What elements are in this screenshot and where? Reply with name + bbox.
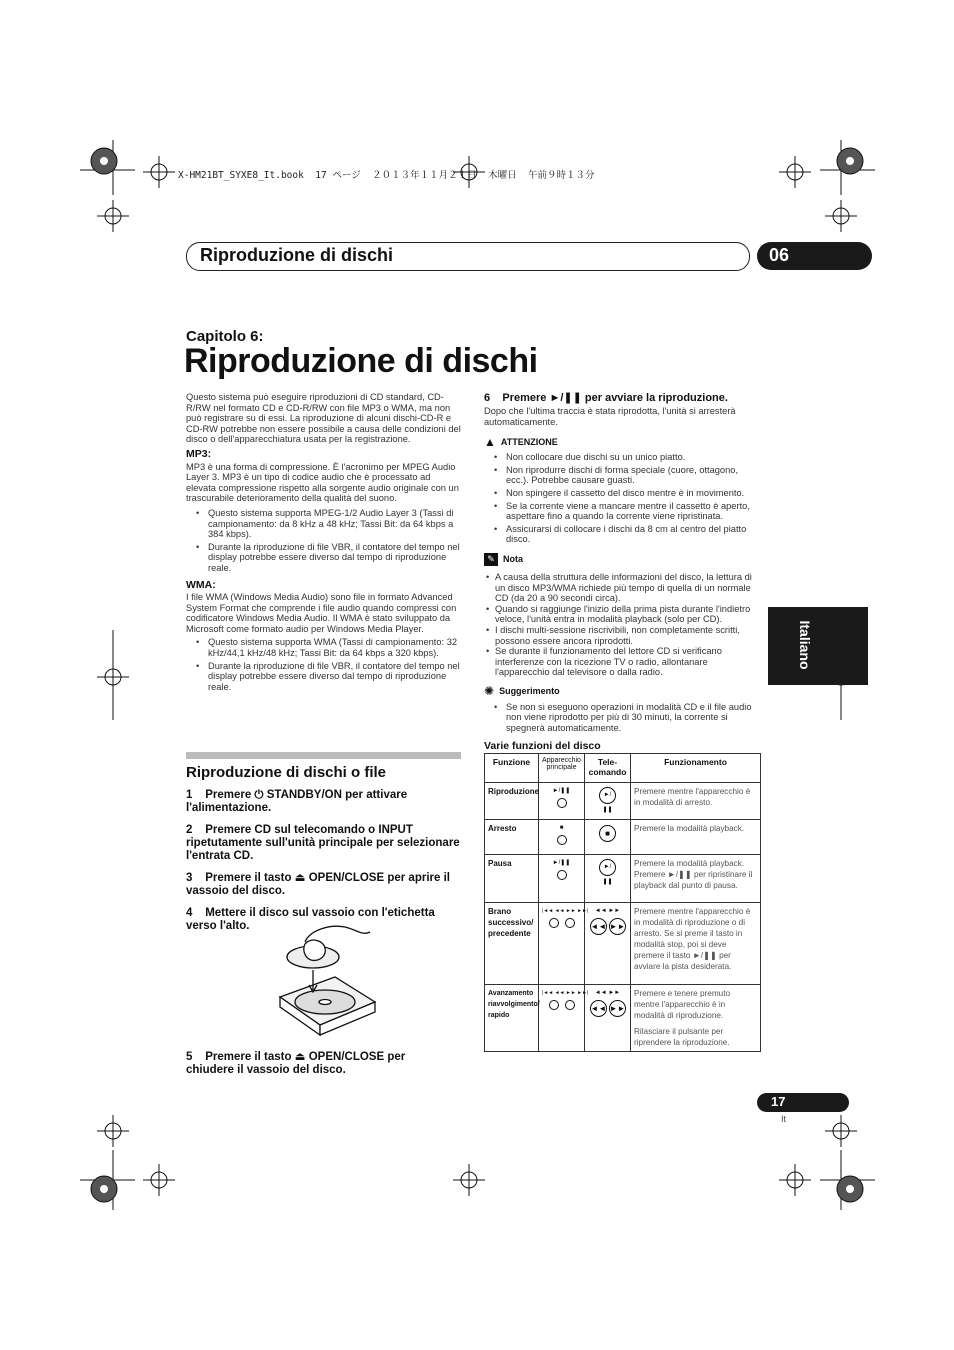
column-header: Tele-comando bbox=[585, 753, 631, 782]
table-row bbox=[485, 819, 761, 854]
tip-icon: ✺ bbox=[484, 683, 495, 698]
main-unit-control: |◄◄ ◄◄ ►► ►►| bbox=[539, 984, 585, 1051]
function-name: Avanzamento riavvolgimento/ rapido bbox=[485, 984, 539, 1051]
list-item: • Assicurarsi di collocare i dischi da 8 cm al centro del piatto disco. bbox=[484, 524, 759, 545]
list-item: • Non collocare due dischi su un unico piatto. bbox=[484, 452, 759, 463]
column-header: Funzione bbox=[485, 753, 539, 782]
fast-forward-button-icon: ►► bbox=[609, 1000, 626, 1017]
section-heading: Riproduzione di dischi o file bbox=[186, 764, 387, 781]
page-number-badge bbox=[757, 1093, 849, 1112]
list-item: • Se non si eseguono operazioni in modalità CD e il file audio non viene riprodotto per più di 30 minuti, la corrente si spegnerà automaticamente. bbox=[484, 702, 759, 734]
rewind-button-icon: ◄◄ bbox=[590, 1000, 607, 1017]
step-4: 4 Mettere il disco sul vassoio con l'etichetta verso l'alto. bbox=[186, 907, 435, 932]
step-6: 6 Premere ►/❚❚ per avviare la riproduzione. bbox=[484, 392, 728, 404]
knob-icon bbox=[557, 835, 567, 845]
nota-heading bbox=[484, 553, 759, 566]
power-icon: ⏻ bbox=[254, 789, 264, 801]
knob-icon bbox=[549, 918, 559, 928]
operation: Premere la modalità playback. bbox=[631, 819, 761, 854]
wma-heading: WMA: bbox=[186, 578, 216, 591]
knob-icon bbox=[557, 870, 567, 880]
previous-button-icon: ◄◄ bbox=[590, 918, 607, 935]
eject-icon: ⏏ bbox=[294, 1051, 306, 1063]
right-column bbox=[484, 392, 759, 1052]
table-row bbox=[485, 782, 761, 819]
table-row bbox=[485, 984, 761, 1051]
wma-bullets bbox=[186, 637, 461, 692]
list-item: • A causa della struttura delle informazioni del disco, la lettura di un disco MP3/WMA richiede più tempo di quella di un normale CD (da 20 a 90 secondi circa). bbox=[484, 572, 759, 604]
stop-button-icon: ■ bbox=[599, 825, 616, 842]
column-header: Apparecchio principale bbox=[539, 753, 585, 782]
list-item: • Se durante il funzionamento del lettore CD si verificano interferenze con la ricezione TV o radio, allontanare l'apparecchio dal televisore o dalla radio. bbox=[484, 646, 759, 678]
main-unit-control: ►/❚❚ bbox=[539, 854, 585, 902]
step-3: 3 Premere il tasto ⏏ OPEN/CLOSE per aprire il vassoio del disco. bbox=[186, 872, 450, 897]
function-name: Arresto bbox=[485, 819, 539, 854]
function-name: Brano successivo/ precedente bbox=[485, 902, 539, 984]
warning-icon: ▲ bbox=[484, 435, 496, 450]
operation: Premere la modalità playback. Premere ►/❚❚ per ripristinare il playback dal punto di pausa. bbox=[631, 854, 761, 902]
disc-functions-table bbox=[484, 753, 761, 1052]
suggerimento-label: Suggerimento bbox=[499, 685, 560, 696]
knob-icon bbox=[565, 918, 575, 928]
play-pause-button-icon: ►/❚❚ bbox=[599, 787, 616, 804]
list-item: • I dischi multi-sessione riscrivibili, non completamente scritti, possono essere ancora riprodotti. bbox=[484, 625, 759, 646]
remote-control bbox=[585, 854, 631, 902]
column-header: Funzionamento bbox=[631, 753, 761, 782]
wma-text: I file WMA (Windows Media Audio) sono file in formato Advanced System Format che comprende i file audio quando compressi con codificatore Windows Media Audio. Il WMA è stato sviluppato da Microsoft come formato audio per Windows Media Player. bbox=[186, 592, 457, 634]
remote-control bbox=[585, 819, 631, 854]
mp3-heading: MP3: bbox=[186, 447, 212, 460]
step-2: 2 Premere CD sul telecomando o INPUT ripetutamente sull'unità principale per selezionare l'entrata CD. bbox=[186, 824, 460, 862]
attenzione-heading bbox=[484, 436, 759, 448]
chapter-label: Capitolo 6: bbox=[186, 328, 264, 345]
table-title: Varie funzioni del disco bbox=[484, 739, 601, 752]
list-item: • Se la corrente viene a mancare mentre il cassetto è aperto, aspettare fino a quando la corrente viene ripristinata. bbox=[484, 501, 759, 522]
step-6-text: Dopo che l'ultima traccia è stata riprodotta, l'unità si arresterà automaticamente. bbox=[484, 406, 736, 427]
list-item: • Non riprodurre dischi di forma speciale (cuore, ottagono, ecc.). Potrebbe causare guasti. bbox=[484, 465, 759, 486]
nota-label: Nota bbox=[503, 554, 523, 565]
list-item: • Durante la riproduzione di file VBR, il contatore del tempo nel display potrebbe essere diverso dal tempo di riproduzione reale. bbox=[186, 542, 461, 574]
operation: Premere mentre l'apparecchio è in modalità di riproduzione o di arresto. Se si preme il tasto in modalità stop, poi si deve premere il tasto ►/❚❚ per avviare la pista desiderata. bbox=[631, 902, 761, 984]
function-name: Riproduzione bbox=[485, 782, 539, 819]
list-item: • Non spingere il cassetto del disco mentre è in movimento. bbox=[484, 488, 759, 499]
main-unit-control: ►/❚❚ bbox=[539, 782, 585, 819]
note-icon: ✎ bbox=[484, 553, 498, 566]
suggerimento-heading bbox=[484, 685, 759, 697]
step-1: 1 Premere ⏻ STANDBY/ON per attivare l'alimentazione. bbox=[186, 789, 408, 814]
suggerimento-bullets bbox=[484, 702, 759, 734]
steps-list bbox=[186, 789, 464, 933]
mp3-bullets bbox=[186, 508, 461, 574]
chapter-number-badge bbox=[757, 242, 872, 270]
nota-bullets bbox=[484, 572, 759, 678]
remote-control: ◄◄ ►► ◄◄ ►► bbox=[585, 984, 631, 1051]
section-header-title: Riproduzione di dischi bbox=[200, 245, 393, 265]
attenzione-label: ATTENZIONE bbox=[500, 437, 558, 448]
next-button-icon: ►► bbox=[609, 918, 626, 935]
knob-icon bbox=[565, 1000, 575, 1010]
function-name: Pausa bbox=[485, 854, 539, 902]
play-pause-icon: ►/❚❚ bbox=[549, 392, 582, 404]
page-number: 17 bbox=[771, 1094, 786, 1109]
list-item: • Questo sistema supporta WMA (Tassi di campionamento: 32 kHz/44,1 kHz/48 kHz; Tassi Bit: da 64 kbps a 320 kbps). bbox=[186, 637, 461, 658]
list-item: • Durante la riproduzione di file VBR, il contatore del tempo nel display potrebbe essere diverso dal tempo di riproduzione reale. bbox=[186, 661, 461, 693]
language-side-tab bbox=[768, 607, 868, 685]
play-pause-button-icon: ►/❚❚ bbox=[599, 859, 616, 876]
table-header-row bbox=[485, 753, 761, 782]
chapter-number: 06 bbox=[769, 245, 790, 265]
operation: Premere e tenere premuto mentre l'apparecchio è in modalità di riproduzione. Rilasciare il pulsante per riprendere la riproduzione. bbox=[631, 984, 761, 1051]
step-5: 5 Premere il tasto ⏏ OPEN/CLOSE per chiudere il vassoio del disco. bbox=[186, 1051, 406, 1076]
list-item: • Quando si raggiunge l'inizio della prima pista durante l'indietro veloce, l'unità entra in modalità playback (solo per CD). bbox=[484, 604, 759, 625]
intro-text: Questo sistema può eseguire riproduzioni di CD standard, CD-R/RW nel formato CD e CD-R/RW con file MP3 o WMA, ma non può registrare su di essi. La riproduzione di alcuni dischi-CD-R e CD-RW potrebbe non essere possibile a causa delle condizioni del disco o dell'apparecchiatura usata per la registrazione. bbox=[186, 392, 461, 445]
knob-icon bbox=[557, 798, 567, 808]
section-divider bbox=[186, 752, 461, 759]
left-column bbox=[186, 392, 461, 694]
disc-tray-illustration bbox=[275, 922, 385, 1042]
eject-icon: ⏏ bbox=[294, 872, 306, 884]
table-row bbox=[485, 854, 761, 902]
list-item: • Questo sistema supporta MPEG-1/2 Audio Layer 3 (Tassi di campionamento: da 8 kHz a 48 kHz; Tassi Bit: da 64 kbps a 384 kbps). bbox=[186, 508, 461, 540]
operation: Premere mentre l'apparecchio è in modalità di arresto. bbox=[631, 782, 761, 819]
main-unit-control: ■ bbox=[539, 819, 585, 854]
mp3-text: MP3 è una forma di compressione. È l'acronimo per MPEG Audio Layer 3. MP3 è un tipo di codice audio che è processato ad elevata compressione rispetto alla sorgente audio originale con un trascurabile deterioramento della qualità del suono. bbox=[186, 461, 459, 504]
remote-control bbox=[585, 782, 631, 819]
main-unit-control: |◄◄ ◄◄ ►► ►►| bbox=[539, 902, 585, 984]
attenzione-bullets bbox=[484, 452, 759, 545]
page-title: Riproduzione di dischi bbox=[184, 342, 538, 380]
print-header: X-HM21BT_SYXE8_It.book 17 ページ ２０１３年１１月２１日 木曜日 午前９時１３分 bbox=[178, 170, 595, 181]
page-language-code: It bbox=[781, 1114, 787, 1124]
language-label: Italiano bbox=[797, 620, 813, 670]
remote-control: ◄◄ ►► ◄◄ ►► bbox=[585, 902, 631, 984]
table-row bbox=[485, 902, 761, 984]
knob-icon bbox=[549, 1000, 559, 1010]
